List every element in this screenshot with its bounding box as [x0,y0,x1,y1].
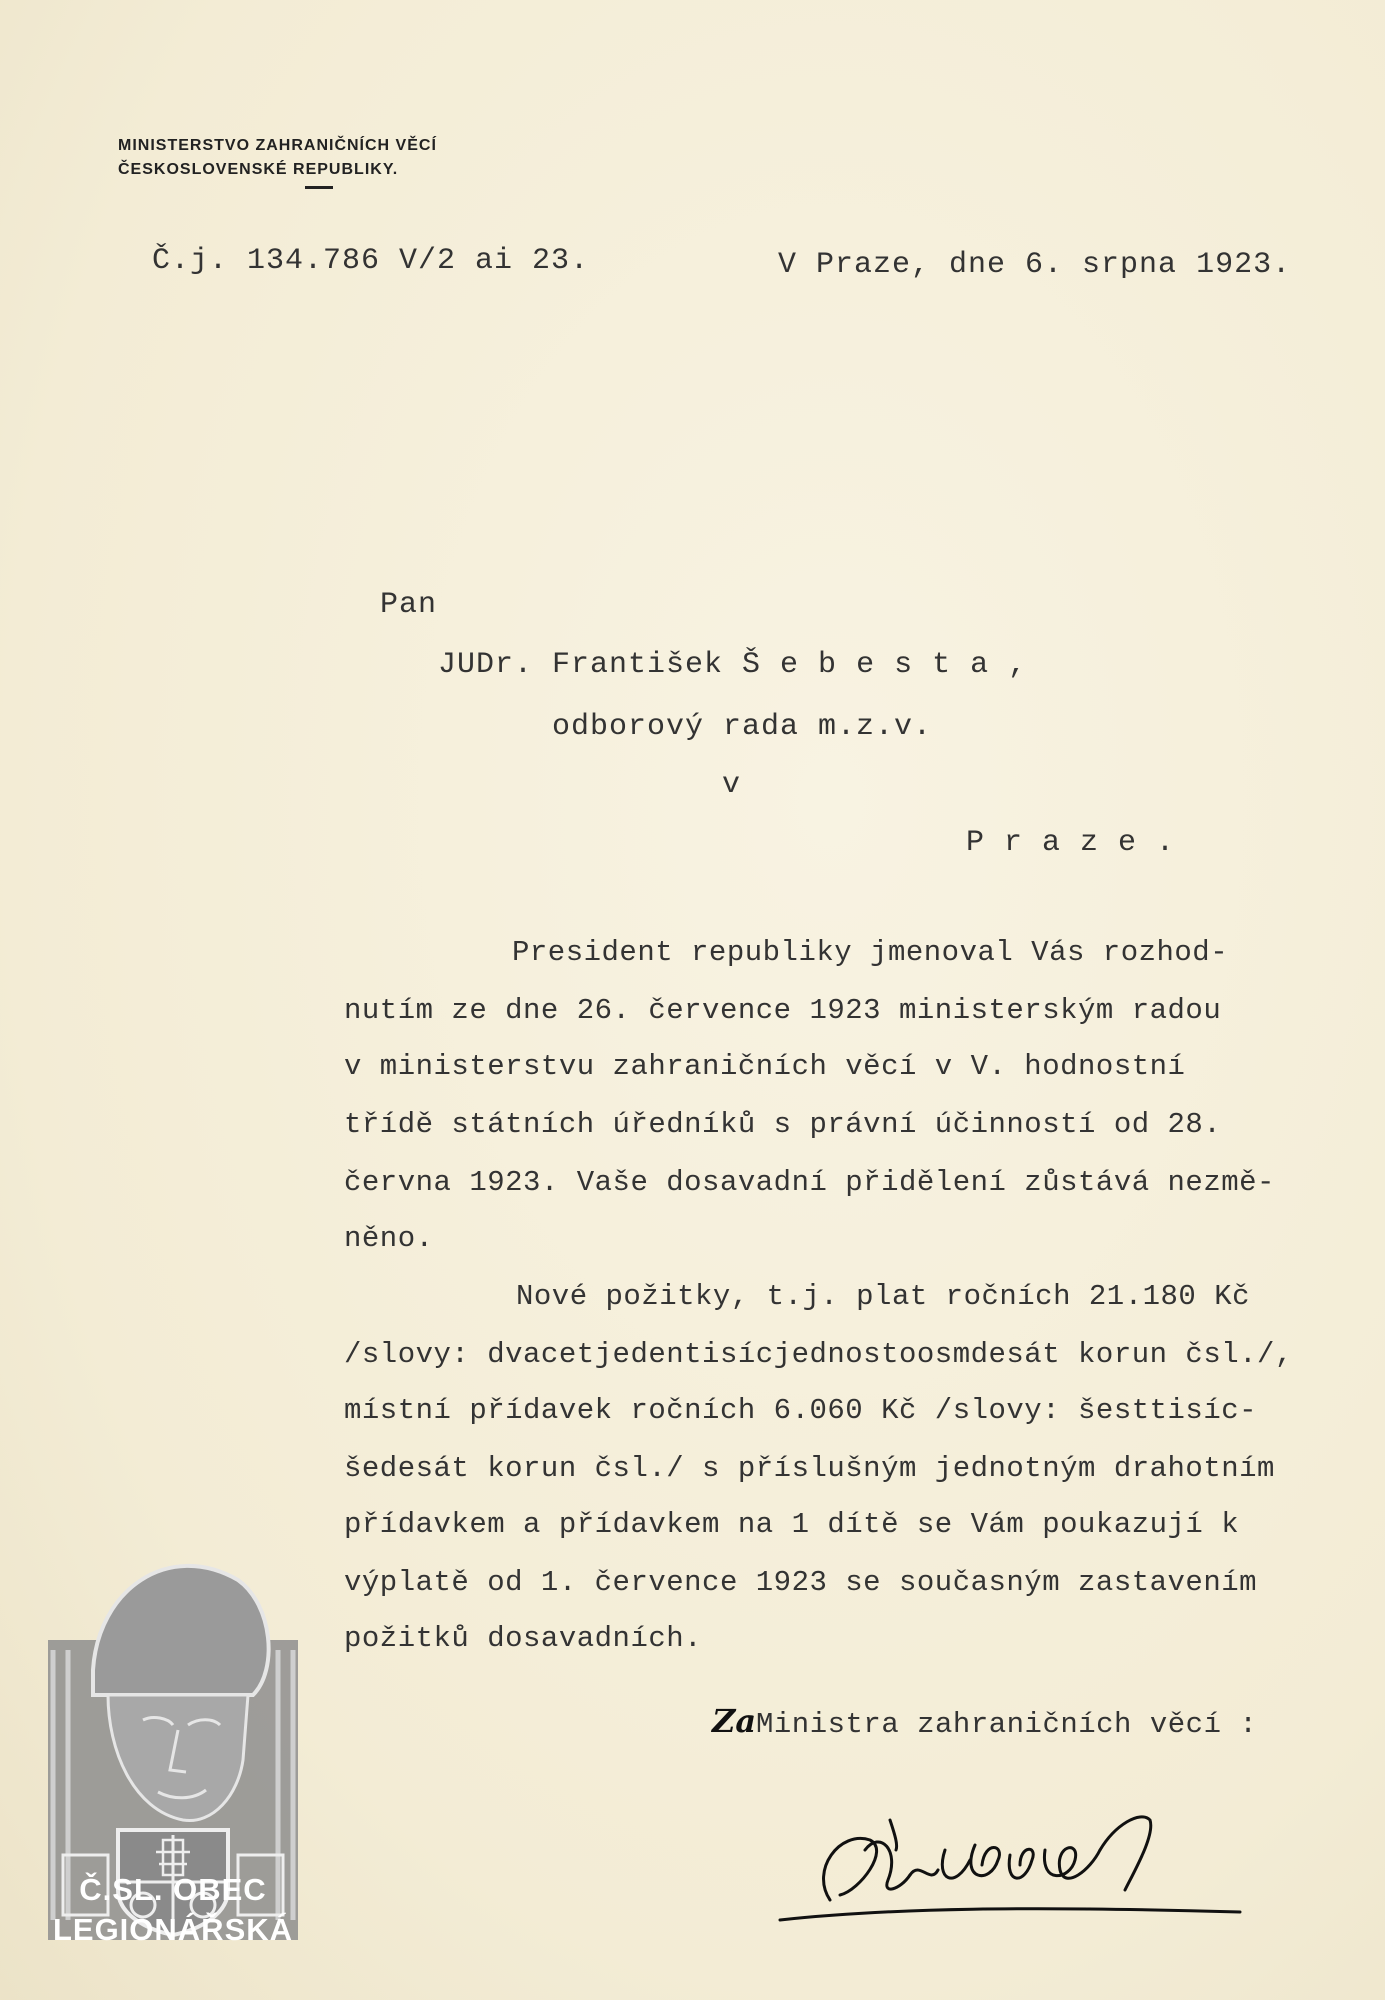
body-line: něno. [344,1222,434,1255]
letterhead-ministry: MINISTERSTVO ZAHRANIČNÍCH VĚCÍ [118,137,437,154]
body-line: požitků dosavadních. [344,1622,703,1655]
closing-line: Ministra zahraničních věcí : [756,1708,1258,1741]
body-line: /slovy: dvacetjedentisícjednostoosmdesát korun čsl./, [344,1338,1293,1371]
body-line: nutím ze dne 26. července 1923 ministerským radou [344,994,1222,1027]
letterhead [118,134,437,182]
body-line: místní přídavek ročních 6.060 Kč /slovy: šesttisíc- [344,1394,1258,1427]
letterhead-republic: ČESKOSLOVENSKÉ REPUBLIKY. [118,161,399,178]
body-line: výplatě od 1. července 1923 se současným zastavením [344,1566,1258,1599]
body-line: června 1923. Vaše dosavadní přidělení zůstává nezmě- [344,1166,1275,1199]
addressee-name: JUDr. František Š e b e s t a , [438,648,1028,682]
emblem-text-line2: LEGIONÁŘSKÁ [52,1912,294,1947]
addressee-city: P r a z e . [966,826,1176,860]
reference-number: Č.j. 134.786 V/2 ai 23. [152,244,590,278]
closing-prefix-handwritten: Za [712,1702,757,1740]
body-line: třídě státních úředníků s právní účinností od 28. [344,1108,1222,1141]
salutation: Pan [380,588,438,622]
letterhead-divider [305,186,333,189]
body-line: v ministerstvu zahraničních věcí v V. hodnostní [344,1050,1186,1083]
addressee-title: odborový rada m.z.v. [552,710,933,744]
body-line: President republiky jmenoval Vás rozhod- [512,936,1229,969]
body-line: šedesát korun čsl./ s příslušným jednotným drahotním [344,1452,1275,1485]
date-line: V Praze, dne 6. srpna 1923. [778,248,1292,282]
body-line: přídavkem a přídavkem na 1 dítě se Vám poukazují k [344,1508,1240,1541]
handwritten-signature [770,1790,1270,1940]
body-line: Nové požitky, t.j. plat ročních 21.180 Kč [516,1280,1251,1313]
addressee-preposition: v [722,768,742,802]
emblem-text-line1: Č.SL. OBEC [79,1872,267,1907]
